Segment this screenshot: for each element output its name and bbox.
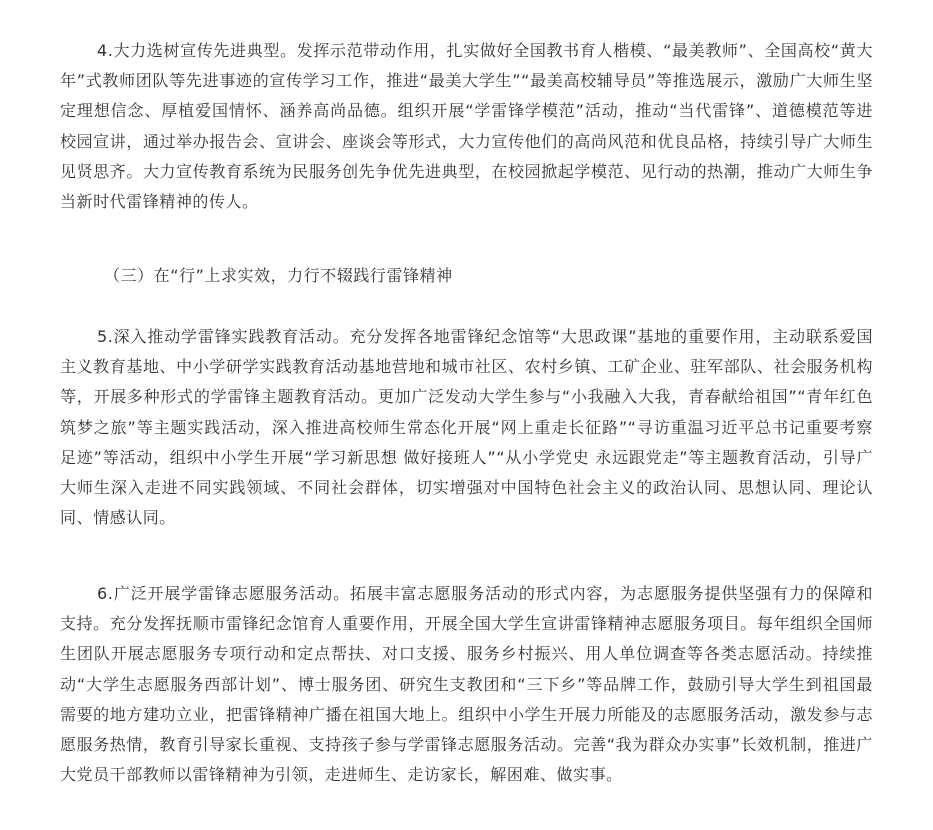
section-heading-practice: （三）在“行”上求实效，力行不辍践行雷锋精神	[104, 266, 453, 285]
paragraph-advanced-models: 4.大力选树宣传先进典型。发挥示范带动作用，扎实做好全国教书育人楷模、“最美教师”、全国高校“黄大年”式教师团队等先进事迹的宣传学习工作，推进“最美大学生”“最美高校辅导员”等推选展示，激励广大师生坚定理想信念、厚植爱国情怀、涵养高尚品德。组织开展“学雷锋学模范”活动，推动“当代雷锋”、道德模范等进校园宣讲，通过举办报告会、宣讲会、座谈会等形式，大力宣传他们的高尚风范和优良品格，持续引导广大师生见贤思齐。大力宣传教育系统为民服务创先争优先进典型，在校园掀起学模范、见行动的热潮，推动广大师生争当新时代雷锋精神的传人。	[60, 41, 873, 212]
paragraph-practice-education: 5.深入推动学雷锋实践教育活动。充分发挥各地雷锋纪念馆等“大思政课”基地的重要作用，主动联系爱国主义教育基地、中小学研学实践教育活动基地营地和城市社区、农村乡镇、工矿企业、驻军部队、社会服务机构等，开展多种形式的学雷锋主题教育活动。更加广泛发动大学生参与“小我融入大我，青春献给祖国”“青年红色筑梦之旅”等主题实践活动，深入推进高校师生常态化开展“网上重走长征路”“寻访重温习近平总书记重要考察足迹”等活动，组织中小学生开展“学习新思想 做好接班人”“从小学党史 永远跟党走”等主题教育活动，引导广大师生深入走进不同实践领域、不同社会群体，切实增强对中国特色社会主义的政治认同、思想认同、理论认同、情感认同。	[60, 327, 873, 528]
paragraph-volunteer-service: 6.广泛开展学雷锋志愿服务活动。拓展丰富志愿服务活动的形式内容，为志愿服务提供坚强有力的保障和支持。充分发挥抚顺市雷锋纪念馆育人重要作用，开展全国大学生宣讲雷锋精神志愿服务项目。每年组织全国师生团队开展志愿服务专项行动和定点帮扶、对口支援、服务乡村振兴、用人单位调查等各类志愿活动。持续推动“大学生志愿服务西部计划”、博士服务团、研究生支教团和“三下乡”等品牌工作，鼓励引导大学生到祖国最需要的地方建功立业，把雷锋精神广播在祖国大地上。组织中小学生开展力所能及的志愿服务活动，激发参与志愿服务热情，教育引导家长重视、支持孩子参与学雷锋志愿服务活动。完善“我为群众办实事”长效机制，推进广大党员干部教师以雷锋精神为引领，走进师生、走访家长，解困难、做实事。	[60, 584, 873, 785]
